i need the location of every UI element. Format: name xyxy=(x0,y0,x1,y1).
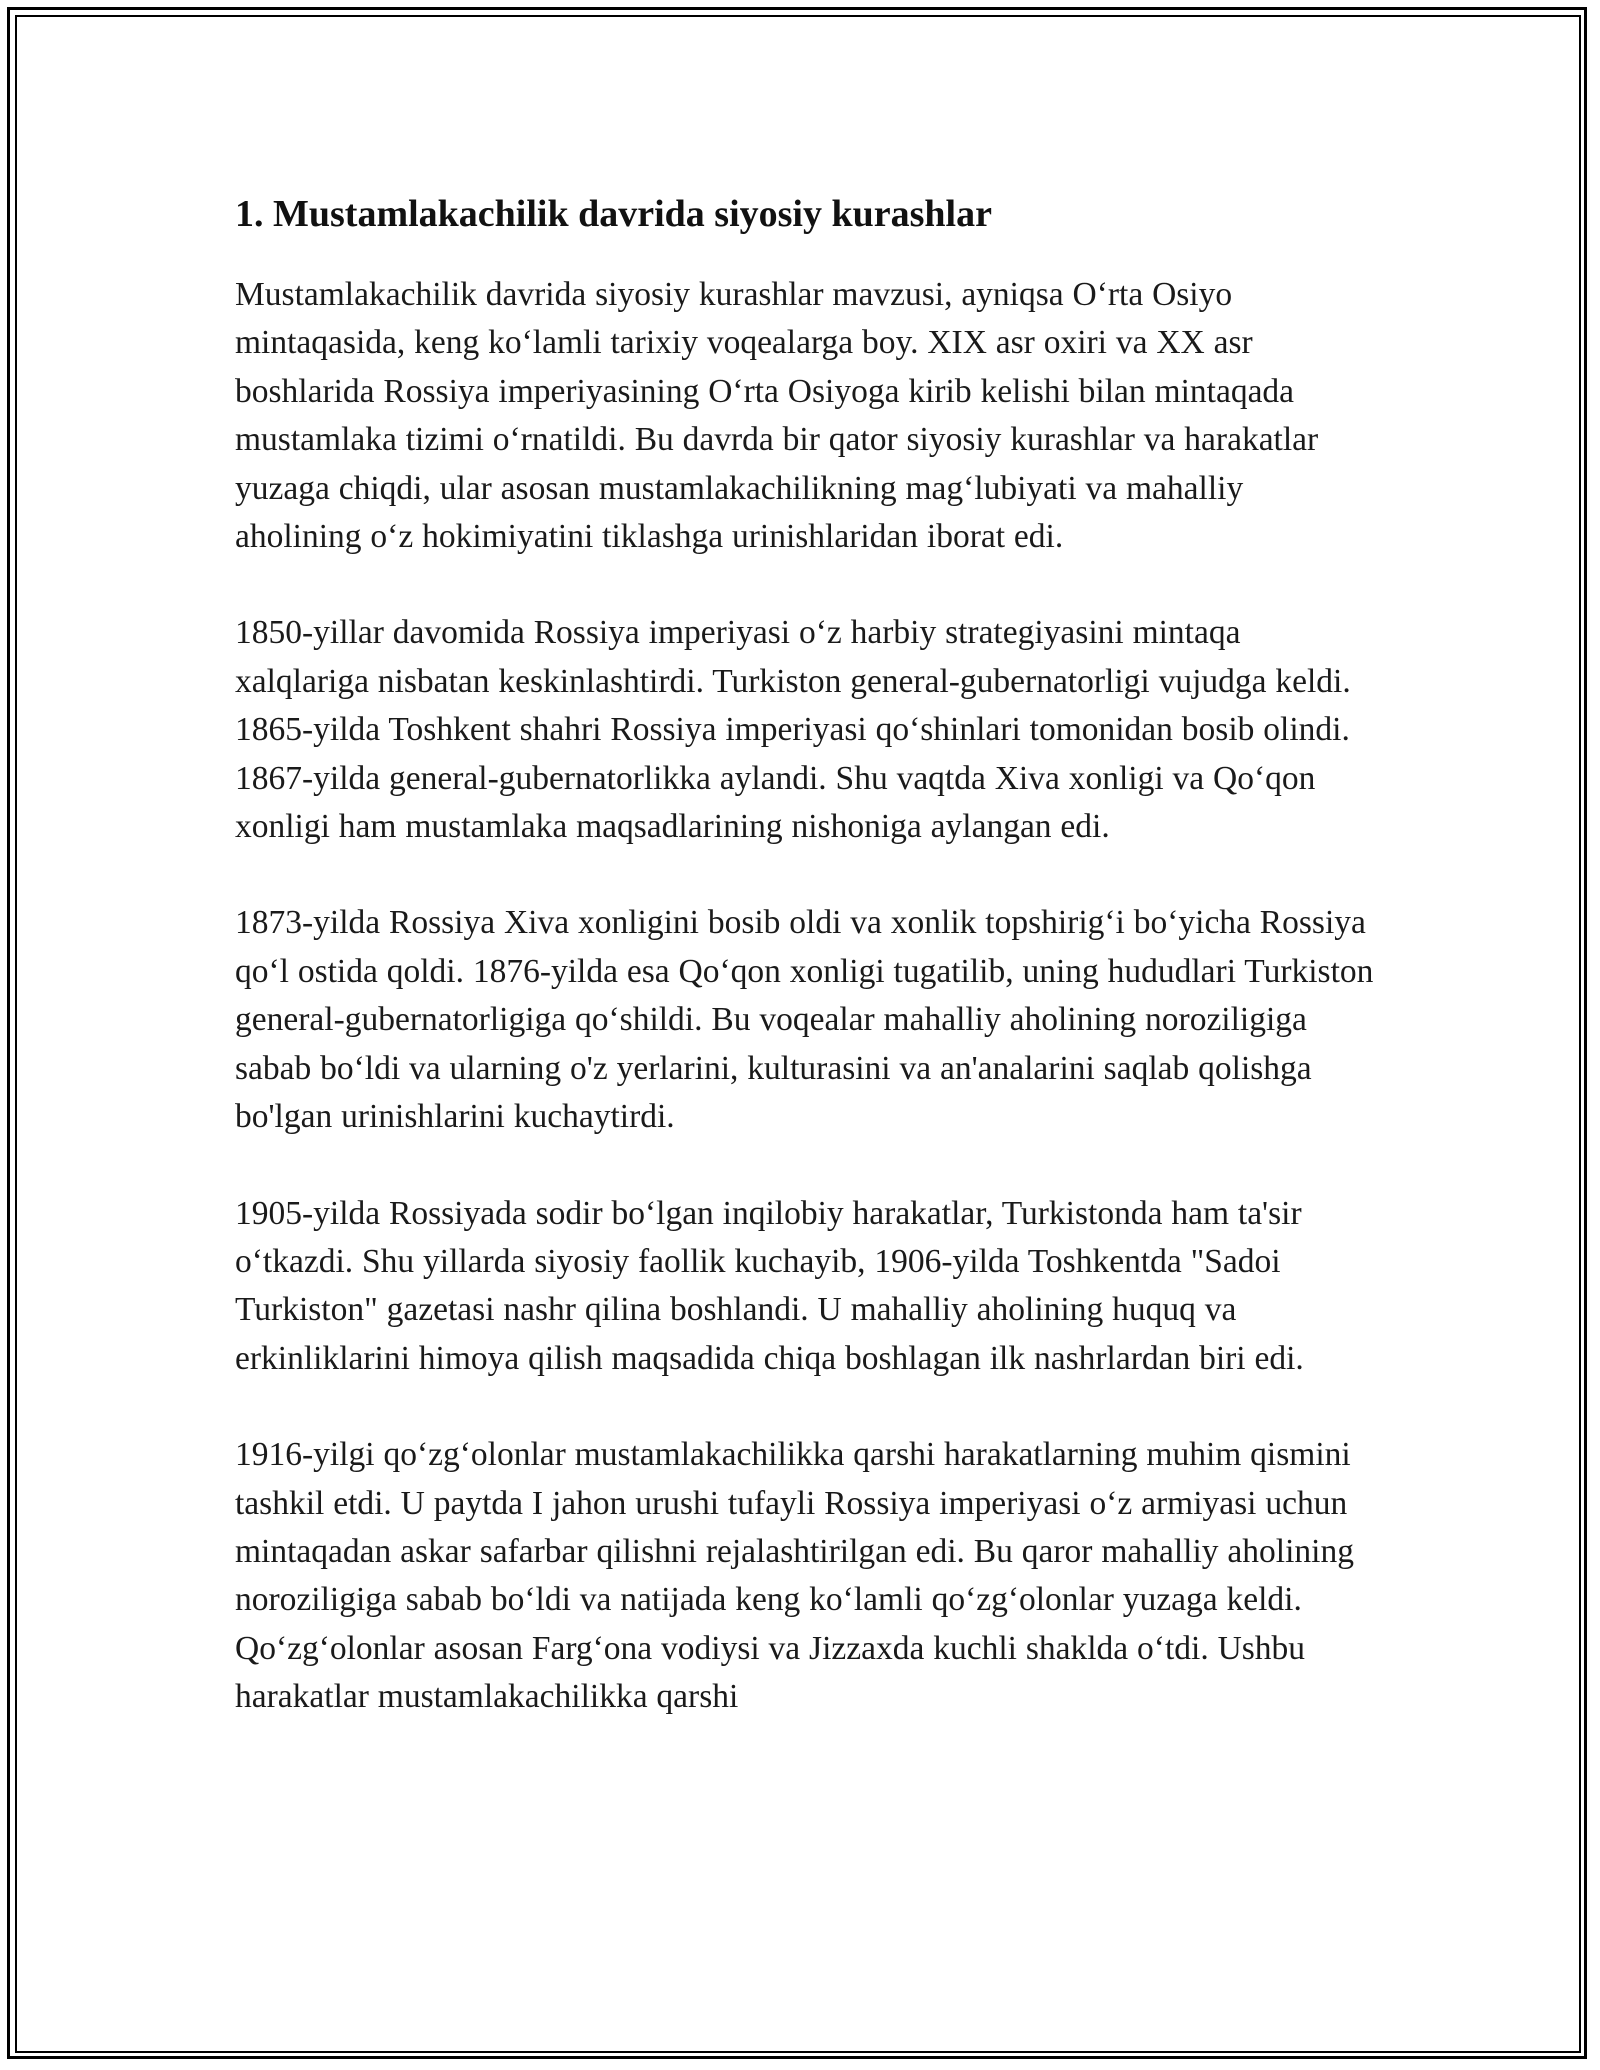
section-heading: 1. Mustamlakachilik davrida siyosiy kurashlar xyxy=(235,193,992,235)
paragraph-1905: 1905-yilda Rossiyada sodir bo‘lgan inqilobiy harakatlar, Turkistonda ham ta'sir o‘tkazdi. Shu yillarda siyosiy faollik kuchayib, 1906-yilda Toshkentda "Sadoi Turkiston" gazetasi nashr qilina boshlandi. U mahalliy aholining huquq va erkinliklarini himoya qilish maqsadida chiqa boshlagan ilk nashrlardan biri edi. xyxy=(235,1194,1304,1377)
document-body xyxy=(235,185,1375,1770)
paragraph-1873: 1873-yilda Rossiya Xiva xonligini bosib oldi va xonlik topshirig‘i bo‘yicha Rossiya qo‘l ostida qoldi. 1876-yilda esa Qo‘qon xonligi tugatilib, uning hududlari Turkiston general-gubernatorligiga qo‘shildi. Bu voqealar mahalliy aholining noroziligiga sabab bo‘ldi va ularning o'z yerlarini, kulturasini va an'analarini saqlab qolishga bo'lgan urinishlarini kuchaytirdi. xyxy=(235,904,1374,1136)
paragraph-1850s: 1850-yillar davomida Rossiya imperiyasi o‘z harbiy strategiyasini mintaqa xalqlariga nisbatan keskinlashtirdi. Turkiston general-gubernatorligi vujudga keldi. 1865-yilda Toshkent shahri Rossiya imperiyasi qo‘shinlari tomonidan bosib olindi. 1867-yilda general-gubernatorlikka aylandi. Shu vaqtda Xiva xonligi va Qo‘qon xonligi ham mustamlaka maqsadlarining nishoniga aylangan edi. xyxy=(235,614,1351,846)
paragraph-1916: 1916-yilgi qo‘zg‘olonlar mustamlakachilikka qarshi harakatlarning muhim qismini tashkil etdi. U paytda I jahon urushi tufayli Rossiya imperiyasi o‘z armiyasi uchun mintaqadan askar safarbar qilishni rejalashtirilgan edi. Bu qaror mahalliy aholining noroziligiga sabab bo‘ldi va natijada keng ko‘lamli qo‘zg‘olonlar yuzaga keldi. Qo‘zg‘olonlar asosan Farg‘ona vodiysi va Jizzaxda kuchli shaklda o‘tdi. Ushbu harakatlar mustamlakachilikka qarshi xyxy=(235,1436,1354,1716)
paragraph-intro: Mustamlakachilik davrida siyosiy kurashlar mavzusi, ayniqsa O‘rta Osiyo mintaqasida, keng ko‘lamli tarixiy voqealarga boy. XIX asr oxiri va XX asr boshlarida Rossiya imperiyasining O‘rta Osiyoga kirib kelishi bilan mintaqada mustamlaka tizimi o‘rnatildi. Bu davrda bir qator siyosiy kurashlar va harakatlar yuzaga chiqdi, ular asosan mustamlakachilikning mag‘lubiyati va mahalliy aholining o‘z hokimiyatini tiklashga urinishlaridan iborat edi. xyxy=(235,276,1319,556)
